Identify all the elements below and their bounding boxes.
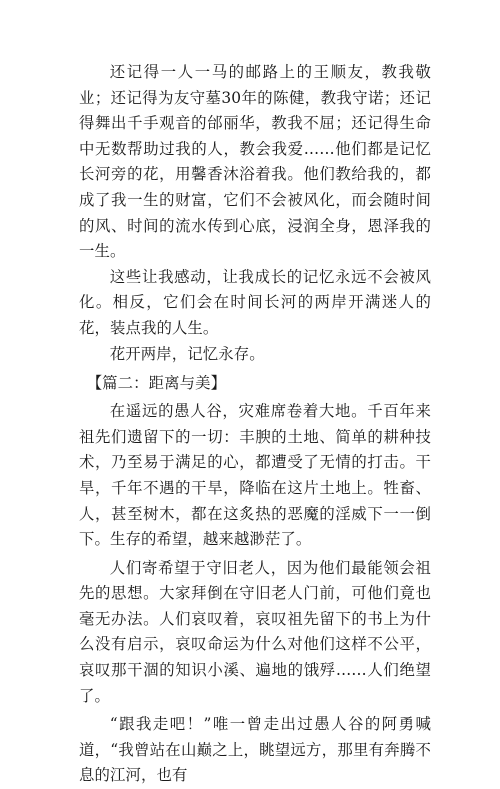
paragraph-growth: 这些让我感动，让我成长的记忆永远不会被风化。相反，它们会在时间长河的两岸开满迷人的花，装点我的人生。 <box>79 267 431 337</box>
paragraph-disaster: 在遥远的愚人谷，灾难席卷着大地。千百年来祖先们遗留下的一切：丰腴的土地、简单的耕种技术，乃至易于满足的心，都遭受了无情的打击。干旱，千年不遇的干旱，降临在这片土地上。牲畜、人，甚至树木，都在这炙热的恶魔的淫威下一一倒下。生存的希望，越来越渺茫了。 <box>79 402 431 549</box>
paragraph-elders: 人们寄希望于守旧老人，因为他们最能领会祖先的思想。大家拜倒在守旧老人门前，可他们竟也毫无办法。人们哀叹着，哀叹祖先留下的书上为什么没有启示，哀叹命运为什么对他们这样不公平，哀叹那干涸的知识小溪、遍地的饿殍……人们绝望了。 <box>79 558 431 705</box>
paragraph-closing: 花开两岸，记忆永存。 <box>109 344 265 363</box>
paragraph-memories: 还记得一人一马的邮路上的王顺友，教我敬业；还记得为友守墓30年的陈健，教我守诺；还记得舞出千手观音的邰丽华，教我不屈；还记得生命中无数帮助过我的人，教会我爱……他们都是记忆长河旁的花，用馨香沐浴着我。他们教给我的，都成了我一生的财富，它们不会被风化，而会随时间的风、时间的流水传到心底，浸润全身，恩泽我的一生。 <box>79 63 431 261</box>
paragraph-ayong: “跟我走吧！”唯一曾走出过愚人谷的阿勇喊道，“我曾站在山巅之上，眺望远方，那里有奔腾不息的江河，也有 <box>79 715 431 785</box>
section-heading: 【篇二：距离与美】 <box>86 374 227 393</box>
document-page <box>79 60 431 789</box>
